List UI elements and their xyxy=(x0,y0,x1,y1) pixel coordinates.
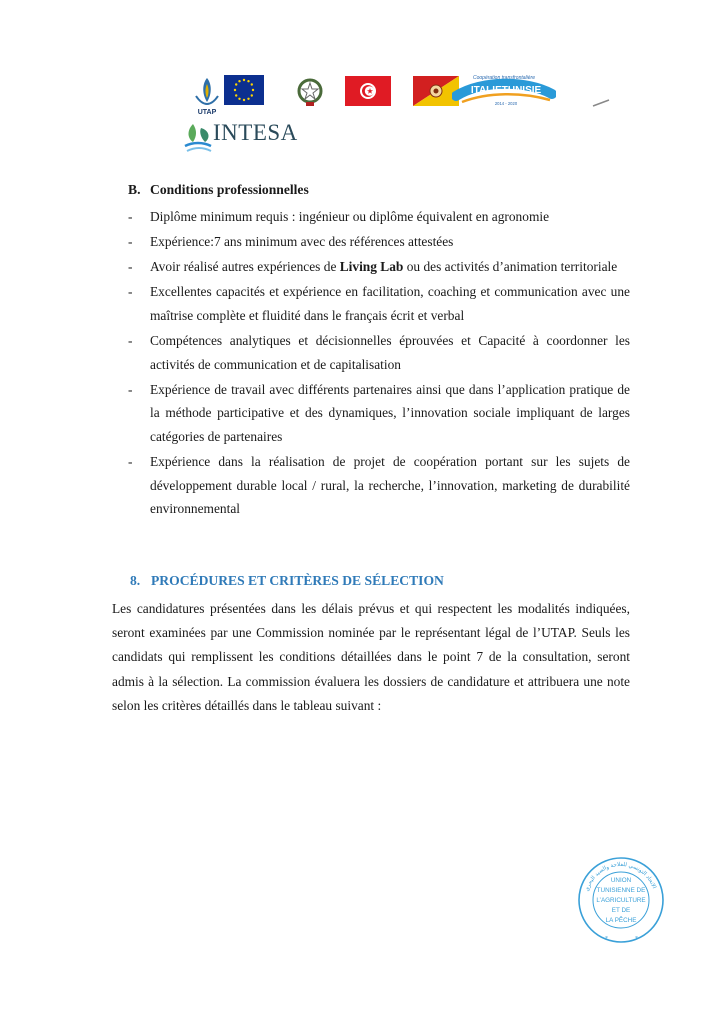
condition-item xyxy=(128,205,630,229)
condition-item xyxy=(128,450,630,521)
section-b-title: Conditions professionnelles xyxy=(150,182,309,197)
italy-emblem-icon xyxy=(296,76,324,108)
stamp-line: L’AGRICULTURE xyxy=(596,897,646,904)
condition-item xyxy=(128,329,630,376)
italie-tunisie-subtitle: Coopération transfrontalière xyxy=(473,75,535,81)
intesa-leaf-icon xyxy=(183,120,213,156)
condition-item xyxy=(128,280,630,327)
condition-text: Expérience dans la réalisation de projet de coopération portant sur les sujets de développement durable local / rural, la recherche, l’innovation, marketing de durabilité environnemental xyxy=(150,453,630,517)
scan-mark xyxy=(592,99,610,107)
intesa-logo xyxy=(183,120,343,156)
bullet-dash: - xyxy=(128,453,133,469)
condition-text: Expérience:7 ans minimum avec des références attestées xyxy=(150,234,454,250)
condition-text: Excellentes capacités et expérience en facilitation, coaching et communication avec une maîtrise complète et fluidité dans le français écrit et verbal xyxy=(150,284,630,323)
bullet-dash: - xyxy=(128,209,133,224)
bullet-dash: - xyxy=(128,332,133,348)
italie-tunisie-label: ITALIETUNISIE xyxy=(470,85,542,96)
conditions-list xyxy=(128,205,630,522)
section-8-heading xyxy=(130,573,444,589)
eu-flag-icon xyxy=(224,75,264,105)
condition-text: Avoir réalisé autres expériences de xyxy=(150,259,340,275)
condition-text: ou des activités d’animation territoriale xyxy=(403,259,618,275)
utap-label: UTAP xyxy=(197,109,217,116)
stamp-line: UNION xyxy=(610,877,632,884)
stamp-star-left: * xyxy=(605,936,608,942)
bullet-dash: - xyxy=(128,284,133,300)
bullet-dash: - xyxy=(128,381,133,397)
condition-item xyxy=(128,378,630,449)
utap-stamp xyxy=(575,852,667,948)
condition-text: Expérience de travail avec différents partenaires ainsi que dans l’application pratique de la méthode participative et des dynamiques, l’innovation sociale impliquant de larges catégories de partenaires xyxy=(150,381,630,444)
section-b-label: B. xyxy=(128,182,141,197)
section-8-paragraph: Les candidatures présentées dans les délais prévus et qui respectent les modalités indiquées, seront examinées par une Commission nominée par le représentant légal de l’UTAP. Seuls les candidats qui remplissent les conditions détaillées dans le point 7 de la consultation, seront admis à la sélection. La commission évaluera les dossiers de candidature et attribuera une note selon les critères détaillés dans le tableau suivant : xyxy=(112,601,630,713)
condition-text: Compétences analytiques et décisionnelles éprouvées et Capacité à coordonner les activités de communication et de capitalisation xyxy=(150,332,630,372)
tunisia-flag-icon xyxy=(345,76,391,106)
condition-emphasis: Living Lab xyxy=(339,259,404,275)
stamp-line: ET DE xyxy=(611,907,631,914)
bullet-dash: - xyxy=(128,259,133,275)
bullet-dash: - xyxy=(128,234,133,250)
intesa-wordmark: INTESA xyxy=(213,120,298,145)
stamp-star-right: * xyxy=(635,936,638,942)
section-b-heading xyxy=(128,182,309,198)
condition-text: Diplôme minimum requis : ingénieur ou diplôme équivalent en agronomie xyxy=(150,209,550,224)
section-8-title: PROCÉDURES ET CRITÈRES DE SÉLECTION xyxy=(151,573,444,588)
condition-item xyxy=(128,230,630,254)
italie-tunisie-years: 2014 - 2020 xyxy=(494,101,518,106)
svg-text:الاتحاد التونسي للفلاحة والصيد: الاتحاد التونسي للفلاحة والصيد البحري xyxy=(584,861,657,893)
section-8-number: 8. xyxy=(130,573,141,588)
italie-tunisie-logo xyxy=(452,72,556,108)
utap-logo xyxy=(190,76,224,116)
stamp-line: LA PÊCHE xyxy=(605,917,637,924)
stamp-line: TUNISIENNE DE xyxy=(596,887,646,894)
condition-item xyxy=(128,255,630,279)
